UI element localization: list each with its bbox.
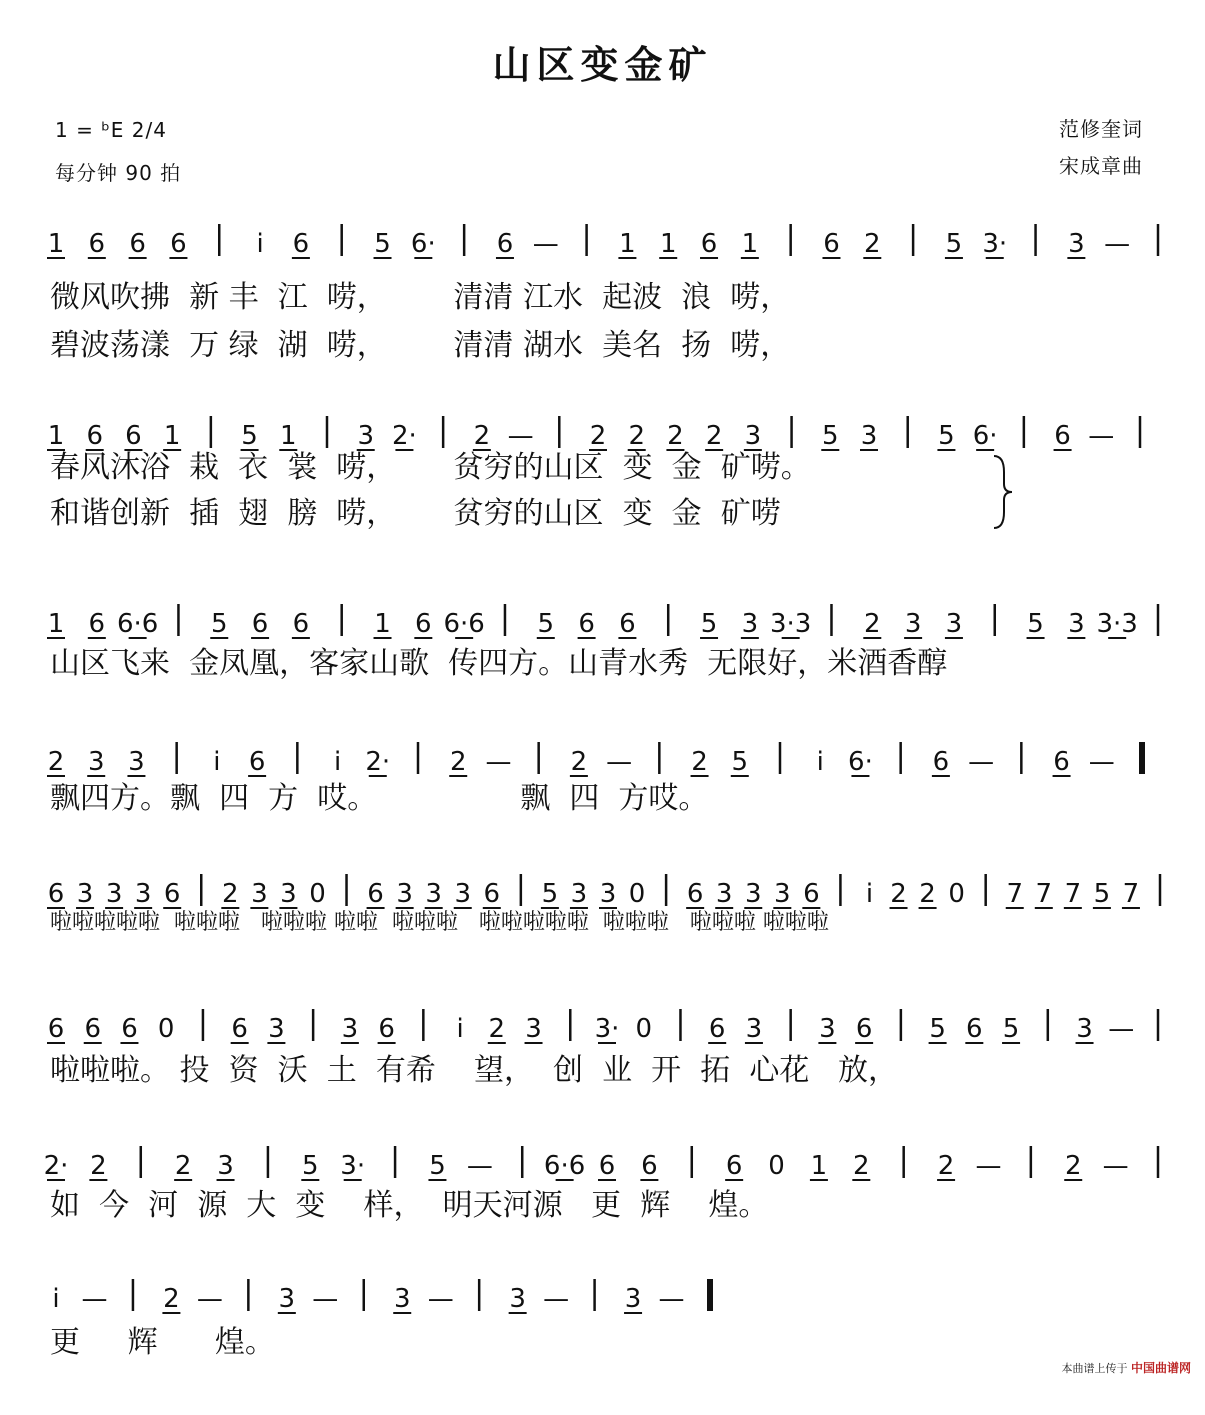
note-numeral: 2 bbox=[691, 747, 708, 777]
note-numeral: i bbox=[213, 747, 221, 777]
note-numeral: 1 bbox=[659, 229, 677, 259]
note-numeral: 3·3 bbox=[769, 609, 812, 639]
note-numeral: 6 bbox=[163, 879, 181, 909]
lyric-line: 啦啦啦。 投 资 沃 土 有希 望， 创 业 开 拓 心花 放， bbox=[50, 1053, 898, 1088]
note-numeral: 2 bbox=[174, 1151, 192, 1181]
note-numeral: 5 bbox=[700, 609, 718, 639]
note-numeral: 1 bbox=[741, 229, 759, 259]
note-numeral: 5 bbox=[1027, 609, 1044, 639]
note-numeral: 5 bbox=[929, 1014, 946, 1044]
note-numeral: 6·6 bbox=[116, 609, 159, 639]
note-numeral: 6 bbox=[292, 609, 310, 639]
note-numeral: 1 bbox=[47, 229, 65, 259]
note-numeral: 1 bbox=[280, 421, 297, 451]
note-numeral: 7 bbox=[1035, 879, 1053, 909]
note-numeral: 5 bbox=[537, 609, 555, 639]
note-numeral: i bbox=[865, 879, 874, 909]
score-line bbox=[0, 860, 1205, 1010]
note-numeral: 6· bbox=[848, 747, 873, 777]
note-numeral: 6 bbox=[966, 1014, 983, 1044]
note-numeral: 5 bbox=[938, 421, 955, 451]
note-numeral: 3 bbox=[105, 879, 123, 909]
note-numeral: 3 bbox=[599, 879, 617, 909]
score-line bbox=[0, 1132, 1205, 1282]
note-numeral: 3 bbox=[280, 879, 297, 909]
note-numeral: 3 bbox=[570, 879, 588, 909]
note-numeral: 0 bbox=[628, 879, 646, 909]
note-numeral: 5 bbox=[1002, 1014, 1020, 1044]
note-numeral: 3 bbox=[217, 1151, 234, 1181]
score-line bbox=[0, 1265, 1205, 1415]
note-numeral: 2 bbox=[570, 747, 588, 777]
note-numeral: — bbox=[975, 1151, 1002, 1181]
note-numeral: 6 bbox=[125, 421, 142, 451]
note-numeral: 3 bbox=[745, 1014, 763, 1044]
note-numeral: 7 bbox=[1122, 879, 1140, 909]
note-numeral: 3 bbox=[624, 1284, 642, 1314]
note-numeral: 2· bbox=[392, 421, 417, 451]
footer-uploaded-label: 本曲谱上传于 bbox=[1061, 1362, 1128, 1375]
note-numeral: 3 bbox=[454, 879, 472, 909]
tempo-marking: 每分钟 90 拍 bbox=[55, 161, 182, 185]
note-numeral: 3 bbox=[251, 879, 268, 909]
note-numeral: 6 bbox=[121, 1014, 138, 1044]
note-numeral: 6 bbox=[378, 1014, 395, 1044]
lyric-line: 碧波荡漾 万 绿 湖 唠， 清清 湖水 美名 扬 唠， bbox=[50, 328, 791, 363]
lyricist-credit: 范修奎词 bbox=[1059, 117, 1143, 141]
note-numeral: 6 bbox=[803, 879, 820, 909]
note-numeral: 2 bbox=[222, 879, 239, 909]
note-numeral: 6 bbox=[47, 1014, 65, 1044]
note-numeral: 3 bbox=[128, 747, 145, 777]
note-numeral: 2 bbox=[628, 421, 645, 451]
note-numeral: — bbox=[312, 1284, 339, 1314]
note-numeral: — bbox=[1108, 1014, 1135, 1044]
note-numeral: 6 bbox=[88, 609, 106, 639]
note-numeral: i bbox=[52, 1284, 60, 1314]
note-numeral: 6 bbox=[700, 229, 718, 259]
note-numeral: 2 bbox=[488, 1014, 506, 1044]
note-numeral: 5 bbox=[302, 1151, 319, 1181]
note-numeral: 3· bbox=[340, 1151, 366, 1181]
note-numeral: 6 bbox=[84, 1014, 102, 1044]
note-numeral: 3 bbox=[744, 879, 762, 909]
note-numeral: 0 bbox=[157, 1014, 175, 1044]
note-numeral: i bbox=[816, 747, 824, 777]
note-numeral: 3 bbox=[741, 609, 759, 639]
note-numeral: 6 bbox=[496, 229, 514, 259]
notation-line bbox=[0, 1265, 1205, 1325]
note-numeral: 2 bbox=[1064, 1151, 1082, 1181]
note-numeral: — bbox=[507, 421, 534, 451]
score-line bbox=[0, 995, 1205, 1145]
lyric-line: 飘四方。飘 四 方 哎。 飘 四 方哎。 bbox=[50, 781, 709, 816]
note-numeral: 2 bbox=[937, 1151, 955, 1181]
note-numeral: 0 bbox=[948, 879, 965, 909]
note-numeral: 2 bbox=[667, 421, 684, 451]
note-numeral: 3 bbox=[715, 879, 733, 909]
note-numeral: 3 bbox=[774, 879, 791, 909]
note-numeral: 2 bbox=[853, 1151, 870, 1181]
note-numeral: 3 bbox=[278, 1284, 296, 1314]
note-numeral: 6 bbox=[598, 1151, 616, 1181]
note-numeral: — bbox=[532, 229, 559, 259]
note-numeral: 1 bbox=[619, 229, 636, 259]
note-numeral: 5 bbox=[241, 421, 258, 451]
note-numeral: 6 bbox=[231, 1014, 248, 1044]
score-line bbox=[0, 210, 1205, 363]
note-numeral: 3 bbox=[87, 747, 105, 777]
note-numeral: 5 bbox=[1093, 879, 1111, 909]
note-numeral: — bbox=[427, 1284, 454, 1314]
note-numeral: 1 bbox=[163, 421, 181, 451]
lyric-line: 春风沐浴 栽 衣 裳 唠， 贫穷的山区 变 金 矿唠。 bbox=[50, 450, 811, 485]
note-numeral: 3 bbox=[268, 1014, 285, 1044]
note-numeral: 2 bbox=[589, 421, 607, 451]
note-numeral: 2· bbox=[43, 1151, 69, 1181]
note-numeral: 3 bbox=[357, 421, 374, 451]
note-numeral: 3 bbox=[860, 421, 878, 451]
key-signature: 1 = ᵇE 2/4 bbox=[55, 118, 167, 142]
note-numeral: 3· bbox=[982, 229, 1008, 259]
note-numeral: 6·6 bbox=[543, 1151, 586, 1181]
note-numeral: — bbox=[196, 1284, 223, 1314]
note-numeral: 3 bbox=[134, 879, 152, 909]
note-numeral: 6 bbox=[248, 747, 266, 777]
note-numeral: 3 bbox=[425, 879, 442, 909]
note-numeral: 6 bbox=[292, 229, 310, 259]
note-numeral: — bbox=[1088, 747, 1115, 777]
lyric-line: 山区飞来 金凤凰，客家山歌 传四方。山青水秀 无限好，米酒香醇 bbox=[50, 646, 948, 681]
note-numeral: 2 bbox=[864, 609, 881, 639]
note-numeral: 2 bbox=[163, 1284, 180, 1314]
note-numeral: 2 bbox=[90, 1151, 107, 1181]
note-numeral: 0 bbox=[768, 1151, 785, 1181]
note-numeral: 1 bbox=[47, 421, 65, 451]
note-numeral: 6 bbox=[686, 879, 704, 909]
note-numeral: 2 bbox=[864, 229, 881, 259]
note-numeral: 3 bbox=[945, 609, 963, 639]
lyric-line: 微风吹拂 新 丰 江 唠， 清清 江水 起波 浪 唠， bbox=[50, 280, 791, 315]
note-numeral: 3·3 bbox=[1096, 609, 1138, 639]
note-numeral: 6 bbox=[47, 879, 65, 909]
note-numeral: — bbox=[485, 747, 512, 777]
composer-credit: 宋成章曲 bbox=[1059, 154, 1143, 178]
note-numeral: 1 bbox=[47, 609, 65, 639]
note-numeral: 2 bbox=[449, 747, 467, 777]
footer-brand-logo: 中国曲谱网 bbox=[1130, 1361, 1191, 1375]
note-numeral: 3 bbox=[1068, 609, 1085, 639]
note-numeral: — bbox=[466, 1151, 493, 1181]
note-numeral: 3 bbox=[341, 1014, 359, 1044]
note-numeral: 5 bbox=[210, 609, 228, 639]
lyric-line: 和谐创新 插 翅 膀 唠， 贫穷的山区 变 金 矿唠 bbox=[50, 496, 781, 531]
note-numeral: 2 bbox=[47, 747, 65, 777]
note-numeral: 5 bbox=[541, 879, 559, 909]
note-numeral: 3 bbox=[819, 1014, 836, 1044]
note-numeral: — bbox=[543, 1284, 570, 1314]
note-numeral: — bbox=[81, 1284, 108, 1314]
note-numeral: 3 bbox=[904, 609, 922, 639]
note-numeral: 5 bbox=[945, 229, 963, 259]
note-numeral: 6 bbox=[932, 747, 950, 777]
note-numeral: 6 bbox=[483, 879, 501, 909]
note-numeral: 5 bbox=[822, 421, 839, 451]
note-numeral: — bbox=[1088, 421, 1115, 451]
note-numeral: 1 bbox=[810, 1151, 828, 1181]
note-numeral: 6 bbox=[823, 229, 840, 259]
note-numeral: 2 bbox=[705, 421, 723, 451]
note-numeral: 6 bbox=[251, 609, 269, 639]
note-numeral: 2 bbox=[919, 879, 936, 909]
note-numeral: 6 bbox=[1054, 421, 1071, 451]
note-numeral: i bbox=[256, 229, 264, 259]
note-numeral: 3 bbox=[393, 1284, 411, 1314]
note-numeral: — bbox=[606, 747, 633, 777]
note-numeral: 5 bbox=[429, 1151, 446, 1181]
note-numeral: 6 bbox=[170, 229, 187, 259]
note-numeral: 3 bbox=[744, 421, 762, 451]
score-line bbox=[0, 402, 1205, 552]
note-numeral: 6 bbox=[367, 879, 384, 909]
note-numeral: 6 bbox=[415, 609, 432, 639]
lyric-line: 如 今 河 源 大 变 样， 明天河源 更 辉 煌。 bbox=[50, 1188, 769, 1223]
note-numeral: 3 bbox=[76, 879, 94, 909]
note-numeral: 5 bbox=[731, 747, 749, 777]
note-numeral: 2 bbox=[890, 879, 907, 909]
note-numeral: 6 bbox=[725, 1151, 743, 1181]
note-numeral: 6 bbox=[641, 1151, 658, 1181]
note-numeral: 3 bbox=[1076, 1014, 1093, 1044]
note-numeral: 3· bbox=[594, 1014, 620, 1044]
note-numeral: 6·6 bbox=[443, 609, 485, 639]
note-numeral: 5 bbox=[374, 229, 391, 259]
footer bbox=[1061, 1359, 1191, 1376]
note-numeral: 6 bbox=[619, 609, 636, 639]
note-numeral: 3 bbox=[1068, 229, 1085, 259]
notation-line bbox=[0, 210, 1205, 270]
note-numeral: 2 bbox=[473, 421, 491, 451]
note-numeral: — bbox=[1104, 229, 1131, 259]
note-numeral: 6 bbox=[1053, 747, 1070, 777]
note-numeral: 3 bbox=[509, 1284, 526, 1314]
note-numeral: 3 bbox=[396, 879, 413, 909]
note-numeral: 6 bbox=[578, 609, 595, 639]
note-numeral: — bbox=[1102, 1151, 1129, 1181]
score-line bbox=[0, 728, 1205, 878]
note-numeral: 6· bbox=[972, 421, 998, 451]
note-numeral: 1 bbox=[374, 609, 391, 639]
note-numeral: i bbox=[333, 747, 342, 777]
note-numeral: 7 bbox=[1064, 879, 1082, 909]
song-title: 山区变金矿 bbox=[492, 43, 713, 87]
note-numeral: 6 bbox=[855, 1014, 873, 1044]
score-line bbox=[0, 590, 1205, 740]
note-numeral: 2· bbox=[365, 747, 391, 777]
note-numeral: 6 bbox=[88, 229, 106, 259]
note-numeral: 7 bbox=[1006, 879, 1024, 909]
note-numeral: — bbox=[968, 747, 995, 777]
note-numeral: 6· bbox=[410, 229, 436, 259]
note-numeral: 6 bbox=[86, 421, 103, 451]
note-numeral: 0 bbox=[635, 1014, 653, 1044]
note-numeral: 6 bbox=[129, 229, 146, 259]
note-numeral: 0 bbox=[309, 879, 326, 909]
repeat-bracket bbox=[990, 452, 1020, 532]
lyric-line: 更 辉 煌。 bbox=[50, 1325, 275, 1360]
note-numeral: 6 bbox=[708, 1014, 726, 1044]
note-numeral: i bbox=[456, 1014, 464, 1044]
note-numeral: — bbox=[658, 1284, 685, 1314]
lyric-line: 啦啦啦啦啦 啦啦啦 啦啦啦 啦啦 啦啦啦 啦啦啦啦啦 啦啦啦 啦啦啦 啦啦啦 bbox=[50, 910, 829, 935]
note-numeral: 3 bbox=[525, 1014, 542, 1044]
